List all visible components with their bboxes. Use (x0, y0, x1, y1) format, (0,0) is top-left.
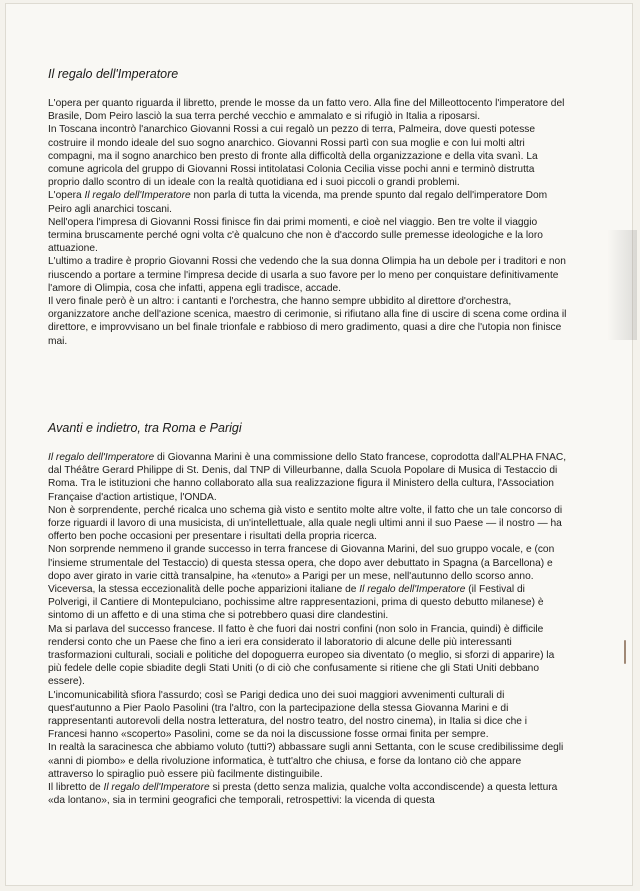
paragraph-text: In Toscana incontrò l'anarchico Giovanni Rossi a cui regalò un pezzo di terra, Palmeira, dove questi potesse costruire il mondo ideale del suo sogno anarchico. Giovanni Rossi partì con sua moglie e con lui molti altri compagni, ma il sogno anarchico ben presto di fronte alla difficoltà della organizzazione e della vita svanì. La comune agricola del gruppo di Giovanni Rossi intitolatasi Colonia Cecilia visse pochi anni e terminò distrutta proprio dallo scontro di un ideale con la realtà quotidiana ed i suoi piccoli o grandi problemi. (48, 124, 538, 189)
paragraph-text: Nell'opera l'impresa di Giovanni Rossi finisce fin dai primi momenti, e cioè nel viaggio. Ben tre volte il viaggio termina bruscamente perché ogni volta c'è qualcuno che non è d'accordo sulle premesse ideologiche e la loro attuazione. (48, 216, 543, 255)
section-il-regalo (48, 66, 568, 348)
paragraph-text: (il Festival di Polverigi, il Cantiere di Montepulciano, pochissime altre rappresentazioni, prima di questo debutto milanese) è sintomo di un affetto e di una stima che si potrebbero quasi dire clandestini. (48, 584, 544, 622)
paragraph (48, 583, 568, 623)
italic-title: Il regalo dell'Imperatore (84, 190, 191, 202)
paragraph (48, 189, 568, 215)
section-title: Il regalo dell'Imperatore (48, 67, 179, 81)
paragraph (48, 543, 568, 583)
section-body (48, 97, 568, 348)
paragraph-text: Viceversa, la stessa eccezionalità delle poche apparizioni italiane de (48, 584, 360, 596)
paragraph-text: non parla di tutta la vicenda, ma prende spunto dal regalo dell'imperatore Dom Peiro agli anarchici toscani. (48, 190, 548, 215)
paragraph (48, 255, 568, 295)
italic-title: Il regalo dell'Imperatore (359, 584, 466, 596)
paragraph (48, 216, 568, 256)
paragraph (48, 451, 568, 504)
section-title: Avanti e indietro, tra Roma e Parigi (48, 421, 242, 435)
section-body (48, 451, 568, 807)
paragraph (48, 295, 568, 348)
paragraph (48, 623, 568, 689)
paragraph-text: Non sorprende nemmeno il grande successo in terra francese di Giovanna Marini, del suo gruppo vocale, e (con l'insieme strumentale del Testaccio) di questa stessa opera, che dopo aver debuttato in Spagna (a Barcellona) e dopo aver girato in varie città transalpine, ha «tenuto» a Parigi per un mese, nell'autunno dello scorso anno. (48, 544, 555, 582)
italic-title: Il regalo dell'Imperatore (103, 782, 210, 794)
paragraph-text: Non è sorprendente, perché ricalca uno schema già visto e sentito molte altre volte, il fatto che un tale concorso di forze riguardi il lavoro di una musicista, di un'intellettuale, alla quale negli ultimi anni il suo Paese — il nostro — ha offerto ben poche occasioni per presentare i risultati della propria ricerca. (48, 504, 563, 543)
paragraph-text: L'opera per quanto riguarda il libretto, prende le mosse da un fatto vero. Alla fine del Milleottocento l'imperatore del Brasile, Dom Peiro lasciò la sua terra perché vecchio e ammalato e si rifugiò in Italia a riposarsi. (48, 98, 565, 123)
pen-mark (624, 640, 626, 664)
paragraph-text: Il libretto de (48, 782, 104, 794)
paragraph-text: In realtà la saracinesca che abbiamo voluto (tutti?) abbassare sugli anni Settanta, con le scuse credibilissime degli «anni di piombo» e della rivoluzione informatica, è tutt'altro che chiusa, e forse da lontano ciò che appare attraverso lo spiraglio può essere più facilmente distinguibile. (48, 742, 564, 780)
paragraph (48, 97, 568, 123)
paragraph (48, 781, 568, 807)
paragraph (48, 741, 568, 781)
paragraph-text: Il vero finale però è un altro: i cantanti e l'orchestra, che hanno sempre ubbidito al direttore d'orchestra, organizzatore anche dell'azione scenica, maestro di cerimonie, si rifiutano alla fine di uscire di scena come ordina il direttore, e improvvisano un bel finale trionfale e rabbioso di mero gradimento, quasi a dire che l'utopia non finisce mai. (48, 296, 567, 347)
section-avanti-e-indietro (48, 420, 568, 807)
paragraph-text: L'ultimo a tradire è proprio Giovanni Rossi che vedendo che la sua donna Olimpia ha un debole per i traditori e non riuscendo a portare a termine l'impresa decide di usarla a suo favore per lo meno per conquistare definitivamente l'amore di Olimpia, cosa che infatti, appena egli tradisce, accade. (48, 256, 566, 294)
paragraph-text: L'opera (48, 190, 85, 202)
paragraph-text: L'incomunicabilità sfiora l'assurdo; così se Parigi dedica uno dei suoi maggiori avvenimenti culturali di quest'autunno a Pier Paolo Pasolini (tra l'altro, con la partecipazione della stessa Giovanna Marini e di rappresentanti autorevoli della nostra letteratura, del nostro teatro, del nostro cinema), in Italia si dice che i Francesi hanno «scoperto» Pasolini, come se da noi la discussione fosse ormai finita per sempre. (48, 689, 528, 741)
paragraph (48, 504, 568, 544)
paragraph (48, 689, 568, 742)
show-through-shadow (607, 230, 637, 340)
paragraph-text: Ma si parlava del successo francese. Il fatto è che fuori dai nostri confini (non solo in Francia, quindi) è difficile rendersi conto che un Paese che fino a ieri era considerato il laboratorio di alcune delle più interessanti trasformazioni culturali, sociali e politiche del dopoguerra europeo sia diventato (o meglio, si sforzi di apparire) la più fedele delle copie sbiadite degli Stati Uniti (o di ciò che confusamente si ritiene che gli Stati Uniti debbano essere). (48, 623, 555, 688)
paragraph-text: si presta (detto senza malizia, qualche volta accondiscende) a questa lettura «da lontano», sia in termini geografici che temporali, retrospettivi: la vicenda di questa (48, 782, 558, 807)
paragraph (48, 123, 568, 189)
italic-title: Il regalo dell'Imperatore (48, 452, 155, 463)
paragraph-text: di Giovanna Marini è una commissione dello Stato francese, coprodotta dall'ALPHA FNAC, dal Théâtre Gerard Philippe di St. Denis, dal TNP di Villeurbanne, dalla Scuola Popolare di Musica di Testaccio di Roma. Tra le istituzioni che hanno collaborato alla sua realizzazione figura il Ministero della cultura, l'Association Française d'action artistique, l'ONDA. (48, 452, 567, 503)
